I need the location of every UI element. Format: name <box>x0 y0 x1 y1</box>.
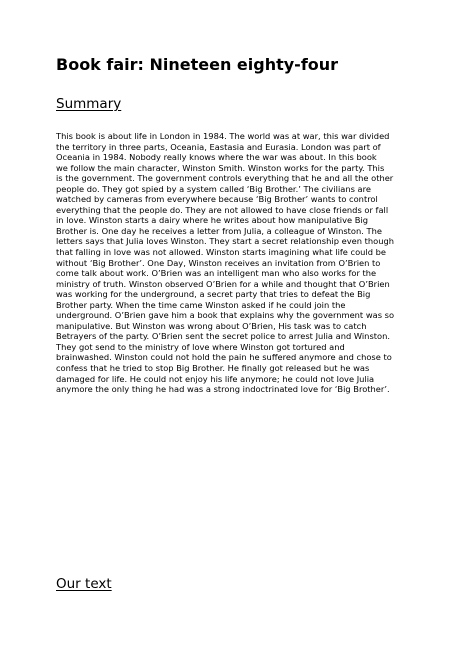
summary-line: without ‘Big Brother’. One Day, Winston receives an invitation from O’Brien to <box>56 257 381 268</box>
summary-heading: Summary <box>56 96 122 112</box>
summary-line: This book is about life in London in 1984. The world was at war, this war divided <box>56 131 390 141</box>
summary-line: come talk about work. O’Brien was an intelligent man who also works for the <box>56 268 377 279</box>
summary-line: was working for the underground, a secret party that tries to defeat the Big <box>56 289 371 300</box>
summary-line: that falling in love was not allowed. Winston starts imagining what life could be <box>56 247 387 258</box>
summary-line: confess that he tried to stop Big Brother. He finally got released but he was <box>56 363 370 374</box>
summary-line: manipulative. But Winston was wrong about O’Brien, His task was to catch <box>56 320 367 331</box>
summary-line: Oceania in 1984. Nobody really knows where the war was about. In this book <box>56 152 377 163</box>
summary-line: Betrayers of the party. O’Brien sent the secret police to arrest Julia and Winston. <box>56 331 390 342</box>
summary-paragraph <box>56 131 426 395</box>
summary-line: watched by cameras from everywhere because ‘Big Brother’ wants to control <box>56 194 378 205</box>
summary-line: the territory in three parts, Oceania, Eastasia and Eurasia. London was part of <box>56 141 381 152</box>
summary-line: They got send to the ministry of love where Winston got tortured and <box>56 341 345 352</box>
document-title: Book fair: Nineteen eighty-four <box>56 55 339 74</box>
summary-line: letters says that Julia loves Winston. They start a secret relationship even though <box>56 236 394 247</box>
summary-line: brainwashed. Winston could not hold the pain he suffered anymore and chose to <box>56 352 392 363</box>
summary-line: people do. They got spied by a system called ‘Big Brother.’ The civilians are <box>56 183 371 194</box>
summary-line: ministry of truth. Winston observed O’Brien for a while and thought that O’Brien <box>56 278 390 289</box>
summary-line: damaged for life. He could not enjoy his life anymore; he could not love Julia <box>56 373 375 384</box>
summary-line: everything that the people do. They are not allowed to have close friends or fall <box>56 204 389 215</box>
summary-line: anymore the only thing he had was a strong indoctrinated love for ‘Big Brother’. <box>56 384 390 395</box>
our-text-heading: Our text <box>56 576 112 592</box>
summary-line: we follow the main character, Winston Smith. Winston works for the party. This <box>56 162 385 173</box>
summary-line: is the government. The government controls everything that he and all the other <box>56 173 394 184</box>
summary-line: in love. Winston starts a dairy where he writes about how manipulative Big <box>56 215 369 226</box>
summary-line: Brother is. One day he receives a letter from Julia, a colleague of Winston. The <box>56 225 382 236</box>
summary-line: Brother party. When the time came Winston asked if he could join the <box>56 299 346 310</box>
summary-line: underground. O’Brien gave him a book that explains why the government was so <box>56 310 395 321</box>
